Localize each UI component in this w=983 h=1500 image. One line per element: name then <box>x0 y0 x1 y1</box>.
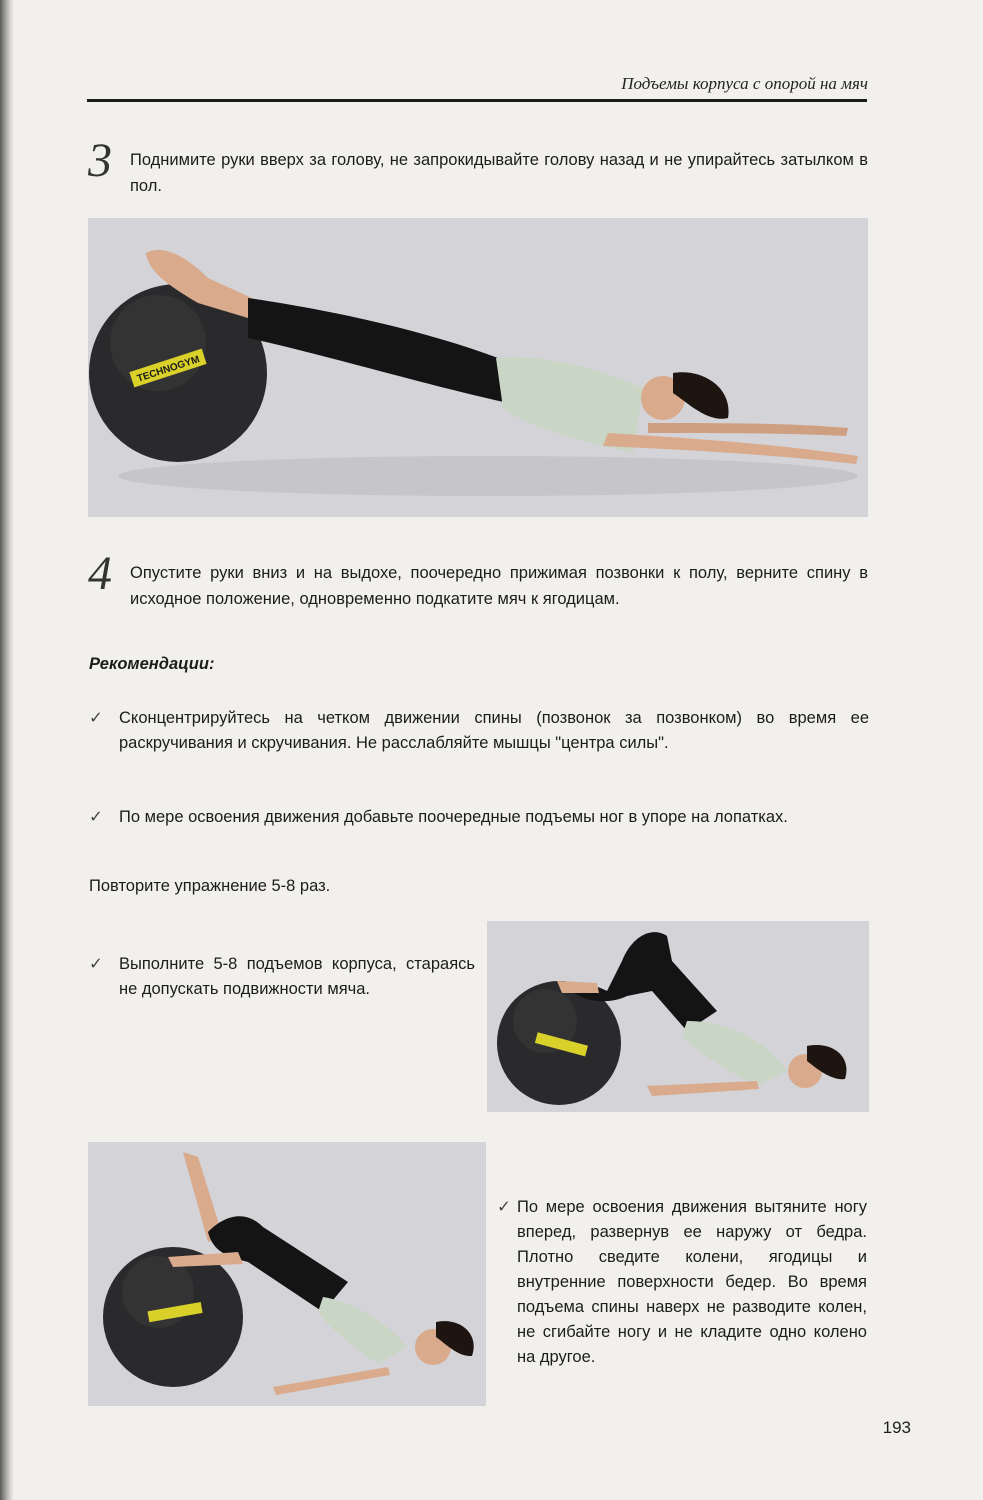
photo-leg-extension <box>88 1142 486 1406</box>
step-text: Поднимите руки вверх за голову, не запрокидывайте голову назад и не упирайтесь затылком в пол. <box>130 151 868 195</box>
pants <box>248 298 508 403</box>
check-icon: ✓ <box>497 1198 511 1216</box>
recommendation-item <box>89 805 869 830</box>
recommendation-text: По мере освоения движения добавьте поочередные подъемы ног в упоре на лопатках. <box>119 808 788 826</box>
check-icon: ✓ <box>89 955 103 973</box>
recommendation-text: Сконцентрируйтесь на четком движении спины (позвонок за позвонком) во время ее раскручивания и скручивания. Не расслабляйте мышцы "центра силы". <box>119 709 869 752</box>
top <box>682 1021 787 1086</box>
repeat-note: Повторите упражнение 5-8 раз. <box>89 877 331 895</box>
tip-item <box>89 952 475 1002</box>
step-number: 3 <box>88 134 112 187</box>
recommendation-item <box>89 706 869 756</box>
tip-text: По мере освоения движения вытяните ногу вперед, развернув ее наружу от бедра. Плотно сведите колени, ягодицы и внутренние поверхности бедер. Во время подъема спины наверх не разводите колен, не сгибайте ногу и не кладите одно колено на другое. <box>517 1198 867 1366</box>
header-rule <box>87 99 867 102</box>
step-4 <box>88 547 868 612</box>
step-3 <box>88 134 868 199</box>
recommendations-heading: Рекомендации: <box>89 655 215 673</box>
tip-item <box>497 1195 867 1370</box>
top <box>318 1297 406 1364</box>
photo-arms-overhead <box>88 218 868 517</box>
running-head: Подъемы корпуса с опорой на мяч <box>621 74 868 93</box>
check-icon: ✓ <box>89 808 103 826</box>
book-spine-shadow <box>0 0 14 1500</box>
photo-bridge <box>487 921 869 1112</box>
step-text: Опустите руки вниз и на выдохе, поочередно прижимая позвонки к полу, верните спину в исходное положение, одновременно подкатите мяч к ягодицам. <box>130 564 868 608</box>
svg-text:TECHNOGYM: TECHNOGYM <box>135 354 202 385</box>
tip-text: Выполните 5-8 подъемов корпуса, стараясь не допускать подвижности мяча. <box>119 955 475 998</box>
step-number: 4 <box>88 547 112 600</box>
page-number: 193 <box>882 1418 911 1437</box>
check-icon: ✓ <box>89 709 103 727</box>
